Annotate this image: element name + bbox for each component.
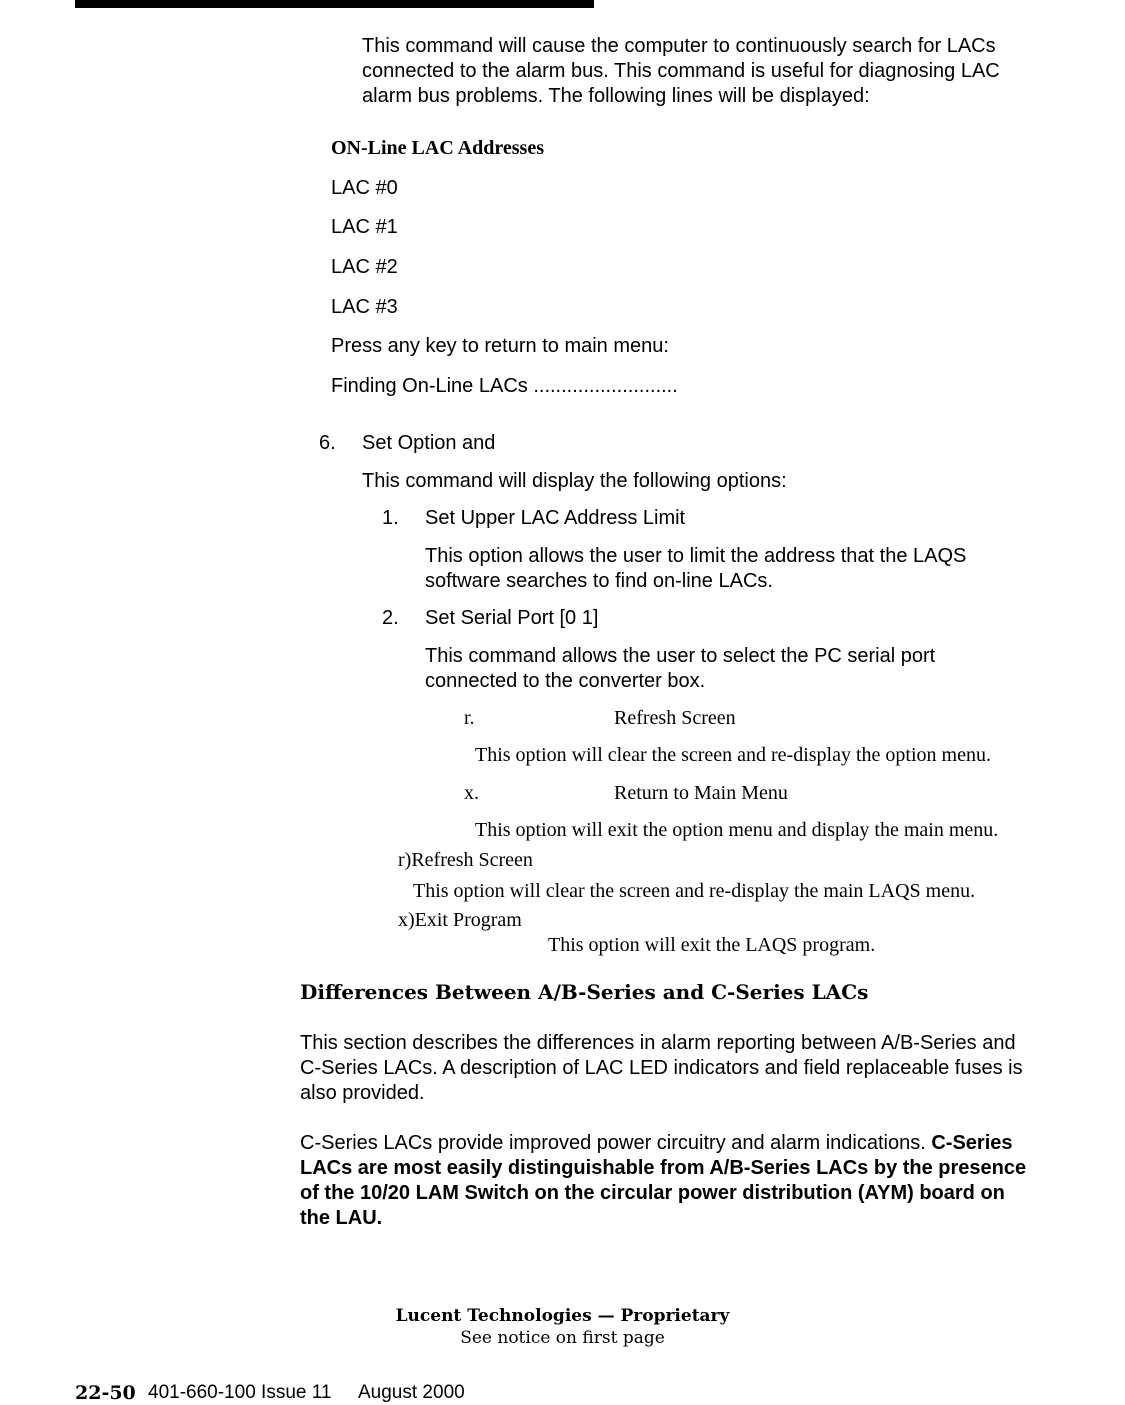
paragraph-line: LACs are most easily distinguishable from A/B-Series LACs by the presence: [300, 1157, 1027, 1179]
suboption-key: r.: [464, 707, 475, 729]
display-line: LAC #0: [331, 177, 398, 199]
main-option-label: r)Refresh Screen: [398, 849, 533, 871]
paragraph-line: also provided.: [300, 1082, 425, 1104]
option-desc: [425, 644, 935, 694]
suboption-desc: This option will clear the screen and re-display the option menu.: [475, 744, 991, 766]
main-option-desc: This option will clear the screen and re-display the main LAQS menu.: [413, 880, 976, 902]
footer-company: Lucent Technologies — Proprietary: [395, 1306, 730, 1326]
top-rule: [75, 0, 594, 8]
item6-title: Set Option and: [362, 432, 496, 454]
item6-desc: This command will display the following options:: [362, 470, 787, 492]
option-desc-line: This option allows the user to limit the address that the LAQS: [425, 545, 967, 567]
suboption-label: Refresh Screen: [614, 707, 736, 729]
paragraph-line: [300, 1131, 1026, 1156]
option-desc: [425, 544, 966, 594]
option-title: Set Upper LAC Address Limit: [425, 507, 686, 529]
doc-id: 401-660-100 Issue 11: [148, 1382, 332, 1403]
paragraph-line: This section describes the differences in alarm reporting between A/B-Series and: [300, 1032, 1016, 1054]
main-option-label: x)Exit Program: [398, 909, 522, 931]
suboption-key: x.: [464, 782, 479, 804]
option-desc-line: This command allows the user to select the PC serial port: [425, 645, 936, 667]
intro-line: connected to the alarm bus. This command is useful for diagnosing LAC: [362, 60, 1000, 82]
section-paragraph: [300, 1131, 1026, 1231]
display-line: LAC #2: [331, 256, 398, 278]
display-line: LAC #3: [331, 296, 398, 318]
plain-text: C-Series LACs provide improved power circuitry and alarm indications.: [300, 1132, 932, 1154]
item6-number: 6.: [319, 432, 336, 454]
doc-date: August 2000: [358, 1382, 465, 1403]
option-title: Set Serial Port [0 1]: [425, 607, 599, 629]
page-number: 22-50: [75, 1382, 136, 1404]
paragraph-line: the LAU.: [300, 1207, 383, 1229]
option-desc-line: software searches to find on-line LACs.: [425, 570, 773, 592]
option-number: 1.: [382, 507, 399, 529]
footer-notice: See notice on first page: [460, 1328, 665, 1348]
suboption-desc: This option will exit the option menu and display the main menu.: [475, 819, 999, 841]
suboption-label: Return to Main Menu: [614, 782, 788, 804]
option-desc-line: connected to the converter box.: [425, 670, 706, 692]
display-line: LAC #1: [331, 216, 398, 238]
display-title: ON-Line LAC Addresses: [331, 137, 544, 159]
bold-text: C-Series: [931, 1132, 1013, 1154]
option-number: 2.: [382, 607, 399, 629]
section-heading: Differences Between A/B-Series and C-Series LACs: [300, 980, 869, 1004]
main-option-desc: This option will exit the LAQS program.: [548, 934, 876, 956]
paragraph-line: C-Series LACs. A description of LAC LED indicators and field replaceable fuses is: [300, 1057, 1023, 1079]
display-line: Press any key to return to main menu:: [331, 335, 669, 357]
paragraph-line: of the 10/20 LAM Switch on the circular power distribution (AYM) board on: [300, 1182, 1005, 1204]
intro-line: This command will cause the computer to continuously search for LACs: [362, 35, 996, 57]
section-paragraph: [300, 1031, 1023, 1106]
display-line: Finding On-Line LACs ..........................: [331, 375, 678, 397]
intro-paragraph: [362, 34, 1000, 109]
intro-line: alarm bus problems. The following lines will be displayed:: [362, 85, 870, 107]
